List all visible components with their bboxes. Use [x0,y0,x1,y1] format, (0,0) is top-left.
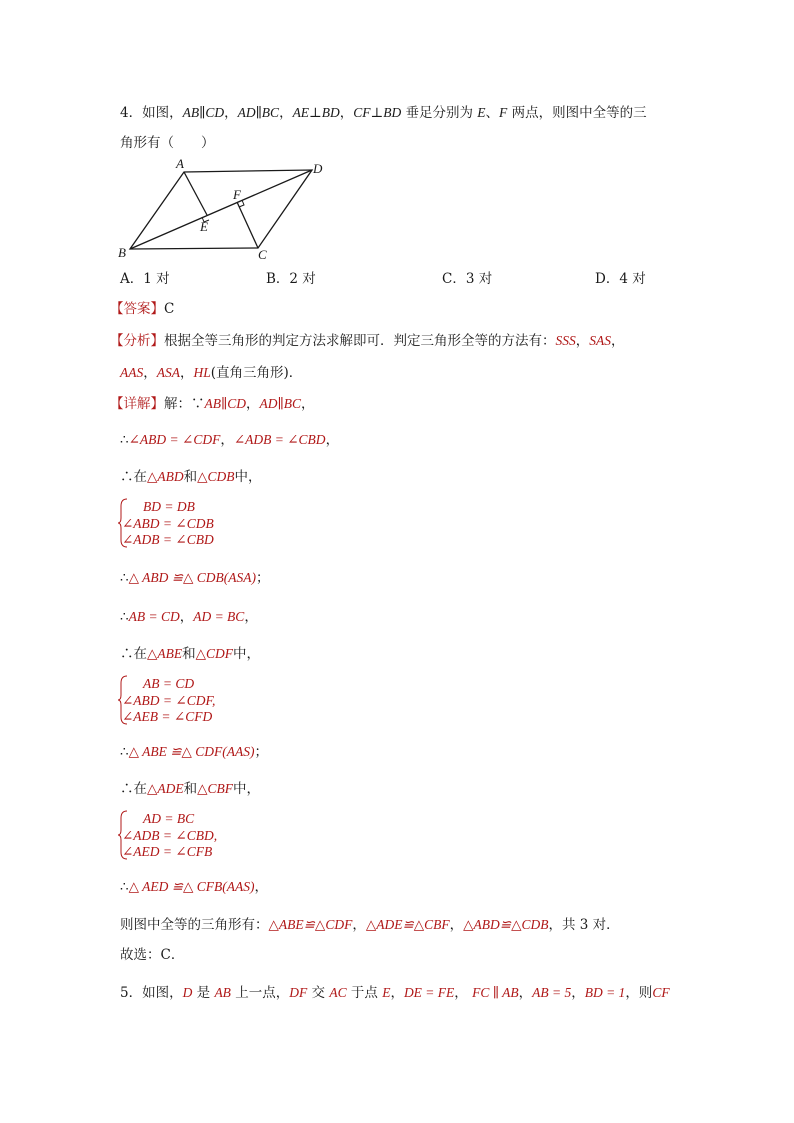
system-1-line-1: BD = DB [143,499,195,514]
option-d[interactable]: D．4 对 [595,271,646,287]
detail-in-abe-cdf: ∴在△ABE和△CDF中， [120,646,261,662]
q4-figure [110,155,340,265]
system-2-line-2: ∠ABD = ∠CDF, [122,693,216,708]
detail-in-ade-cbf: ∴在△ADE和△CBF中， [120,781,261,797]
system-3-line-2: ∠ADB = ∠CBD, [122,828,218,843]
label-f: F [233,187,241,202]
system-1-line-2: ∠ABD = ∠CDB [122,516,214,531]
system-2-line-1: AB = CD [143,676,195,691]
detail-in-abd-cdb: ∴在△ABD和△CDB中， [120,469,262,485]
q5-stem: 5．如图，D 是 AB 上一点，DF 交 AC 于点 E，DE = FE， FC ∥ AB，AB = 5，BD = 1，则CF [120,985,670,1001]
analysis-line1: 【分析】根据全等三角形的判定方法求解即可．判定三角形全等的方法有：SSS，SAS， [110,333,625,349]
detail-equal-sides: ∴AB = CD，AD = BC， [120,609,258,625]
system-3-line-3: ∠AED = ∠CFB [122,844,213,859]
system-2-line-3: ∠AEB = ∠CFD [122,709,213,724]
analysis-line2: AAS，ASA，HL(直角三角形)． [120,365,303,381]
q4-stem-line1: 4．如图，AB∥CD，AD∥BC，AE⊥BD，CF⊥BD 垂足分别为 E、F 两点，则图中全等的三 [120,105,647,121]
detail-angles: ∴∠ABD = ∠CDF，∠ADB = ∠CBD， [120,432,340,448]
system-1-line-3: ∠ADB = ∠CBD [122,532,214,547]
choose-line: 故选：C． [120,947,185,963]
label-c: C [258,247,267,262]
label-e: E [200,219,208,234]
q4-stem-line2: 角形有（ ） [120,135,215,151]
system-3-line-1: AD = BC [143,811,195,826]
conclusion-1: ∴△ ABD ≌△ CDB(ASA)； [120,570,270,586]
answer-value: C [164,301,175,317]
label-a: A [176,156,184,171]
option-b[interactable]: B．2 对 [266,271,316,287]
detail-label: 【详解】 [110,396,164,412]
analysis-label: 【分析】 [110,333,164,349]
conclusion-3: ∴△ AED ≌△ CFB(AAS)， [120,879,269,895]
segment-ae [184,172,207,215]
label-d: D [313,161,323,176]
detail-line1: 【详解】解：∵AB∥CD，AD∥BC， [110,396,315,412]
summary-line: 则图中全等的三角形有：△ABE≌△CDF，△ADE≌△CBF，△ABD≌△CDB，共 3 对． [120,917,620,933]
option-c[interactable]: C．3 对 [442,271,493,287]
segment-cf [237,202,258,248]
q5-number: 5．如图， [120,985,183,1001]
option-a[interactable]: A．1 对 [120,271,170,287]
label-b: B [118,245,126,260]
conclusion-2: ∴△ ABE ≌△ CDF(AAS)； [120,744,269,760]
q4-number: 4． [120,105,143,121]
answer-label: 【答案】 [110,301,164,317]
answer-line [110,301,174,317]
